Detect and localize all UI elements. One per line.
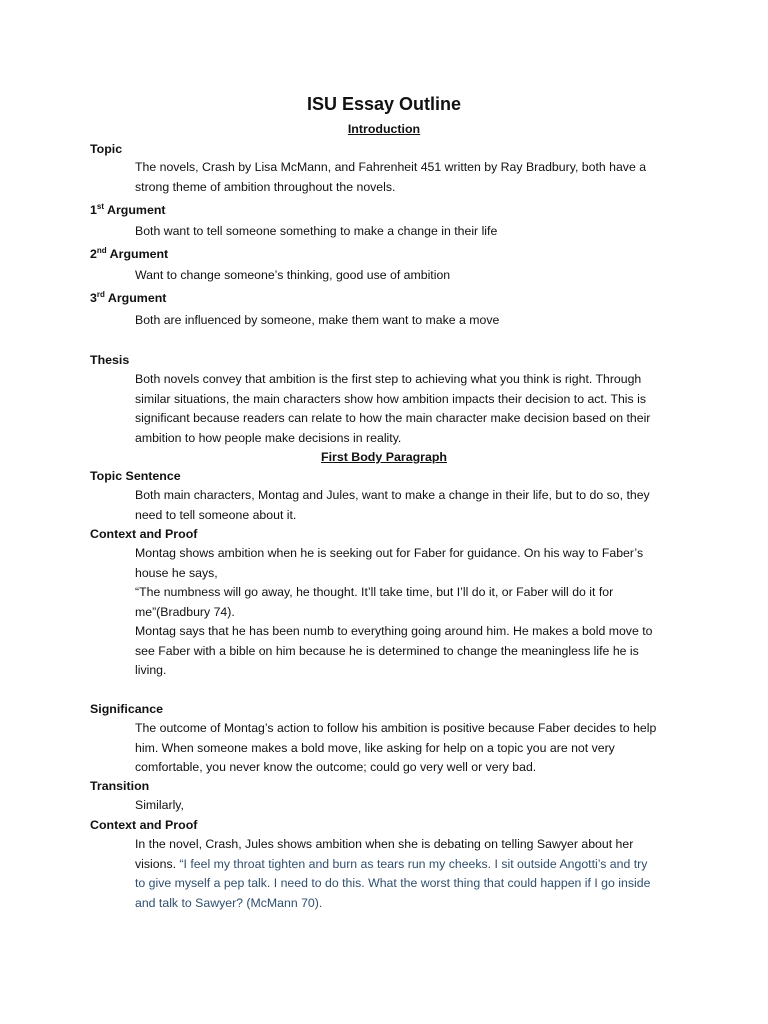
argument-2-text: Want to change someone’s thinking, good use of ambition — [135, 268, 451, 282]
significance-text: The outcome of Montag’s action to follow his ambition is positive because Faber decides to help him. When someone makes a bold move, like asking for help on a topic you are not very comfortable, you never know the outcome; could go very well or very bad. — [135, 721, 657, 774]
quote-text: “I feel my throat tighten and burn as tears run my cheeks. I sit outside Angotti’s and try — [179, 856, 648, 871]
thesis-text: Both novels convey that ambition is the first step to achieving what you think is right. Through similar situations, the main characters show how ambition impacts their decision to act. This is significant because readers can relate to how the main character make decision based on their ambition to how people make decisions in reality. — [135, 372, 651, 445]
transition-heading: Transition — [90, 779, 150, 793]
context-proof-2-heading: Context and Proof — [90, 818, 198, 832]
transition-text: Similarly, — [135, 798, 184, 812]
argument-1-text: Both want to tell someone something to make a change in their life — [135, 224, 498, 238]
argument-3-heading: 3rd Argument — [90, 289, 167, 305]
context-proof-1-heading: Context and Proof — [90, 527, 198, 541]
context-proof-2-text: In the novel, Crash, Jules shows ambition when she is debating on telling Sawyer about her visions. “I feel my throat tighten and burn as tears run my cheeks. I sit outside Angotti’s and try to give myself a pep talk. I need to do this. What the worst thing that could happen if I go inside and talk to Sawyer? (McMann 70). — [135, 837, 651, 910]
context-proof-1-text: Montag shows ambition when he is seeking out for Faber for guidance. On his way to Faber’s house he says, “The numbness will go away, he thought. It’ll take time, but I’ll do it, or Faber will do it for me”(Bradbury 74). Montag says that he has been numb to everything going around him. He makes a bold move to see Faber with a bible on him because he is determined to change the meaningless life he is living. — [135, 546, 653, 677]
argument-2-heading: 2nd Argument — [90, 245, 169, 261]
significance-heading: Significance — [90, 702, 163, 716]
topic-line: The novels, Crash by Lisa McMann, and Fahrenheit 451 written by Ray Bradbury, both have a — [135, 160, 647, 174]
topic-text — [135, 158, 683, 197]
page-title: ISU Essay Outline — [306, 94, 462, 114]
topic-sentence-text: Both main characters, Montag and Jules, want to make a change in their life, but to do so, they need to tell someone about it. — [135, 488, 650, 522]
section-first-body-paragraph: First Body Paragraph — [321, 450, 447, 464]
topic-line: strong theme of ambition throughout the novels. — [135, 179, 396, 194]
argument-1-heading: 1st Argument — [90, 201, 166, 217]
topic-sentence-heading: Topic Sentence — [90, 469, 181, 483]
section-introduction: Introduction — [347, 122, 421, 136]
argument-3-text: Both are influenced by someone, make them want to make a move — [135, 313, 500, 327]
topic-heading: Topic — [90, 142, 123, 156]
thesis-heading: Thesis — [90, 353, 130, 367]
